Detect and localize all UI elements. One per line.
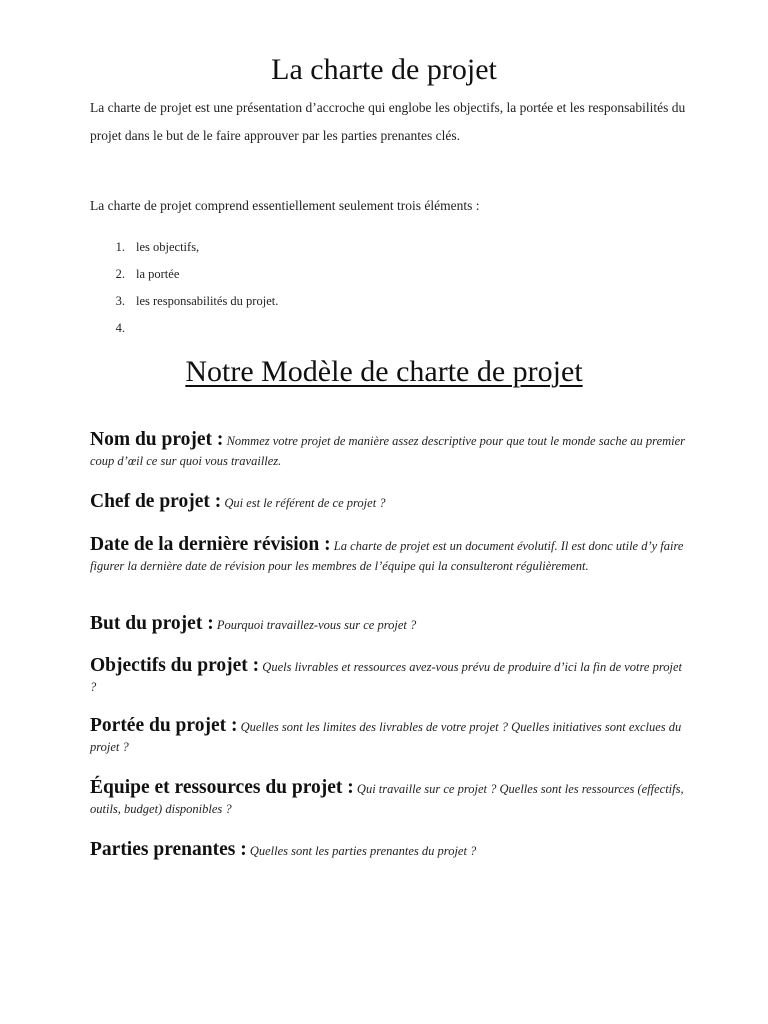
- field-label: Chef de projet :: [90, 491, 222, 512]
- list-lead-paragraph: La charte de projet comprend essentiellement seulement trois éléments :: [90, 198, 480, 213]
- field-project-objectives: [90, 656, 686, 697]
- field-project-goal: [90, 614, 686, 635]
- field-project-scope: [90, 716, 686, 757]
- field-hint: Nommez votre projet de manière assez descriptive pour que tout le monde sache au premier coup d’œil ce sur quoi vous travaillez.: [90, 434, 686, 468]
- field-team-resources: [90, 778, 686, 819]
- field-hint: Quels livrables et ressources avez-vous prévu de produire d’ici la fin de votre projet ?: [90, 660, 682, 694]
- field-last-revision-date: [90, 535, 686, 576]
- list-item-text: les responsabilités du projet.: [136, 294, 279, 308]
- field-stakeholders: [90, 840, 686, 861]
- field-label: Objectifs du projet :: [90, 655, 260, 676]
- field-hint: Qui travaille sur ce projet ? Quelles sont les ressources (effectifs, outils, budget) disponibles ?: [90, 782, 684, 816]
- list-item-number: 2.: [115, 267, 125, 281]
- template-heading: Notre Modèle de charte de projet: [185, 355, 583, 388]
- list-item-text: la portée: [136, 267, 180, 281]
- field-label: Portée du projet :: [90, 715, 238, 736]
- field-label: Nom du projet :: [90, 429, 224, 450]
- intro-paragraph: La charte de projet est une présentation d’accroche qui englobe les objectifs, la portée et les responsabilités du projet dans le but de le faire approuver par les parties prenantes clés.: [90, 100, 686, 143]
- field-hint: Qui est le référent de ce projet ?: [224, 496, 386, 510]
- document-title: La charte de projet: [271, 53, 497, 86]
- field-hint: Quelles sont les limites des livrables de votre projet ? Quelles initiatives sont exclues du projet ?: [90, 720, 682, 754]
- field-project-manager: [90, 492, 686, 513]
- field-project-name: [90, 430, 686, 471]
- list-item-text: les objectifs,: [136, 240, 200, 254]
- field-hint: La charte de projet est un document évolutif. Il est donc utile d’y faire figurer la dernière date de révision pour les membres de l’équipe qui la consulteront régulièrement.: [90, 539, 684, 573]
- list-item-number: 1.: [115, 240, 125, 254]
- field-label: Parties prenantes :: [90, 839, 247, 860]
- field-hint: Quelles sont les parties prenantes du projet ?: [249, 844, 477, 858]
- field-label: But du projet :: [90, 613, 214, 634]
- field-label: Date de la dernière révision :: [90, 534, 331, 555]
- list-item-number: 3.: [115, 294, 125, 308]
- list-item-number: 4.: [115, 321, 125, 335]
- field-label: Équipe et ressources du projet :: [90, 777, 354, 798]
- field-hint: Pourquoi travaillez-vous sur ce projet ?: [216, 618, 417, 632]
